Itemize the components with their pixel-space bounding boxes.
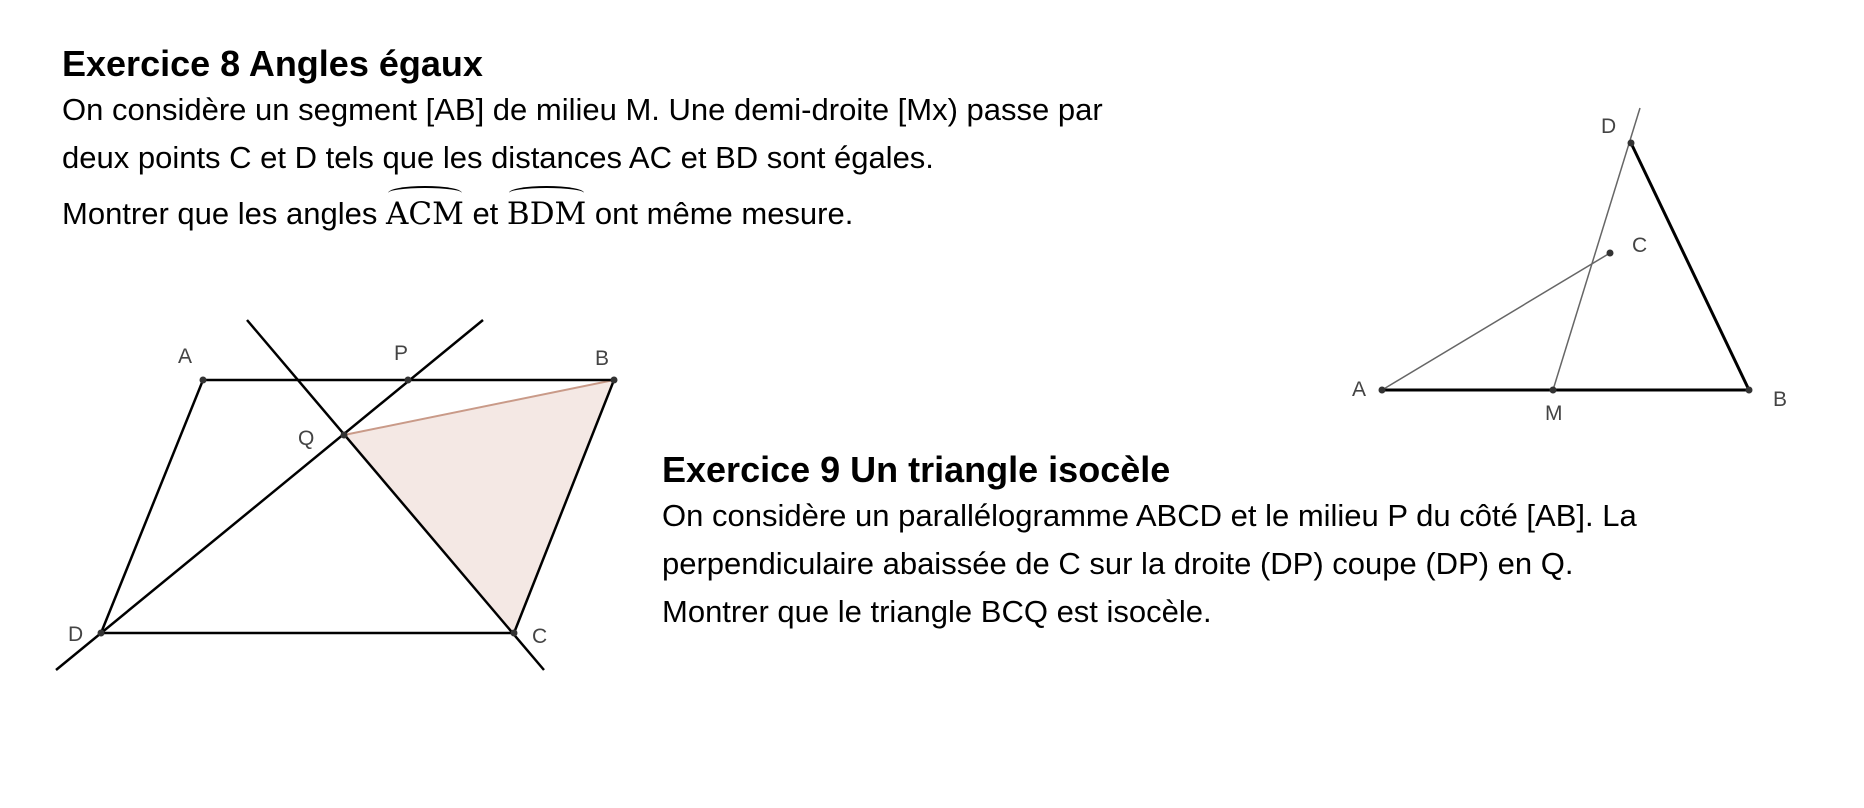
ray-mx: [1553, 108, 1640, 390]
segment-ac: [1382, 253, 1610, 390]
point-d: [98, 630, 105, 637]
point-q: [341, 432, 348, 439]
label-m: M: [1545, 402, 1563, 425]
figure-9: [50, 315, 650, 680]
point-p: [405, 377, 412, 384]
point-c: [1607, 250, 1614, 257]
label-q: Q: [298, 427, 315, 450]
label-b: B: [595, 347, 610, 370]
point-a: [200, 377, 207, 384]
point-b: [1746, 387, 1753, 394]
exercise-8-line-3-end: ont même mesure.: [586, 196, 854, 231]
label-a: A: [1352, 378, 1367, 401]
label-p: P: [394, 342, 409, 365]
label-a: A: [178, 345, 193, 368]
angle-bdm: BDM: [507, 182, 586, 238]
angle-acm: ACM: [386, 182, 464, 238]
exercise-8-line-1: On considère un segment [AB] de milieu M. Une demi-droite [Mx) passe par: [62, 92, 1103, 127]
point-b: [611, 377, 618, 384]
segment-bd: [1631, 143, 1749, 390]
exercise-8-line-3-start: Montrer que les angles: [62, 196, 386, 231]
exercise-8-line-3-mid: et: [463, 196, 507, 231]
exercise-8-line-3: [62, 182, 1342, 238]
exercise-9: [662, 448, 1852, 636]
exercise-9-line-2: perpendiculaire abaissée de C sur la droite (DP) coupe (DP) en Q.: [662, 546, 1574, 581]
point-m: [1550, 387, 1557, 394]
label-d: D: [1601, 115, 1617, 138]
exercise-9-line-1: On considère un parallélogramme ABCD et le milieu P du côté [AB]. La: [662, 498, 1637, 533]
label-b: B: [1773, 388, 1788, 411]
point-c: [511, 630, 518, 637]
side-da: [101, 380, 203, 633]
exercise-8-title: Exercice 8 Angles égaux: [62, 43, 483, 84]
exercise-9-title: Exercice 9 Un triangle isocèle: [662, 449, 1171, 490]
exercise-8-line-2: deux points C et D tels que les distances AC et BD sont égales.: [62, 140, 934, 175]
point-d: [1628, 140, 1635, 147]
label-c: C: [532, 625, 548, 648]
label-d: D: [68, 623, 84, 646]
point-a: [1379, 387, 1386, 394]
exercise-9-line-3: Montrer que le triangle BCQ est isocèle.: [662, 594, 1212, 629]
figure-8: [1340, 100, 1800, 440]
exercise-8: [62, 42, 1342, 238]
label-c: C: [1632, 234, 1648, 257]
